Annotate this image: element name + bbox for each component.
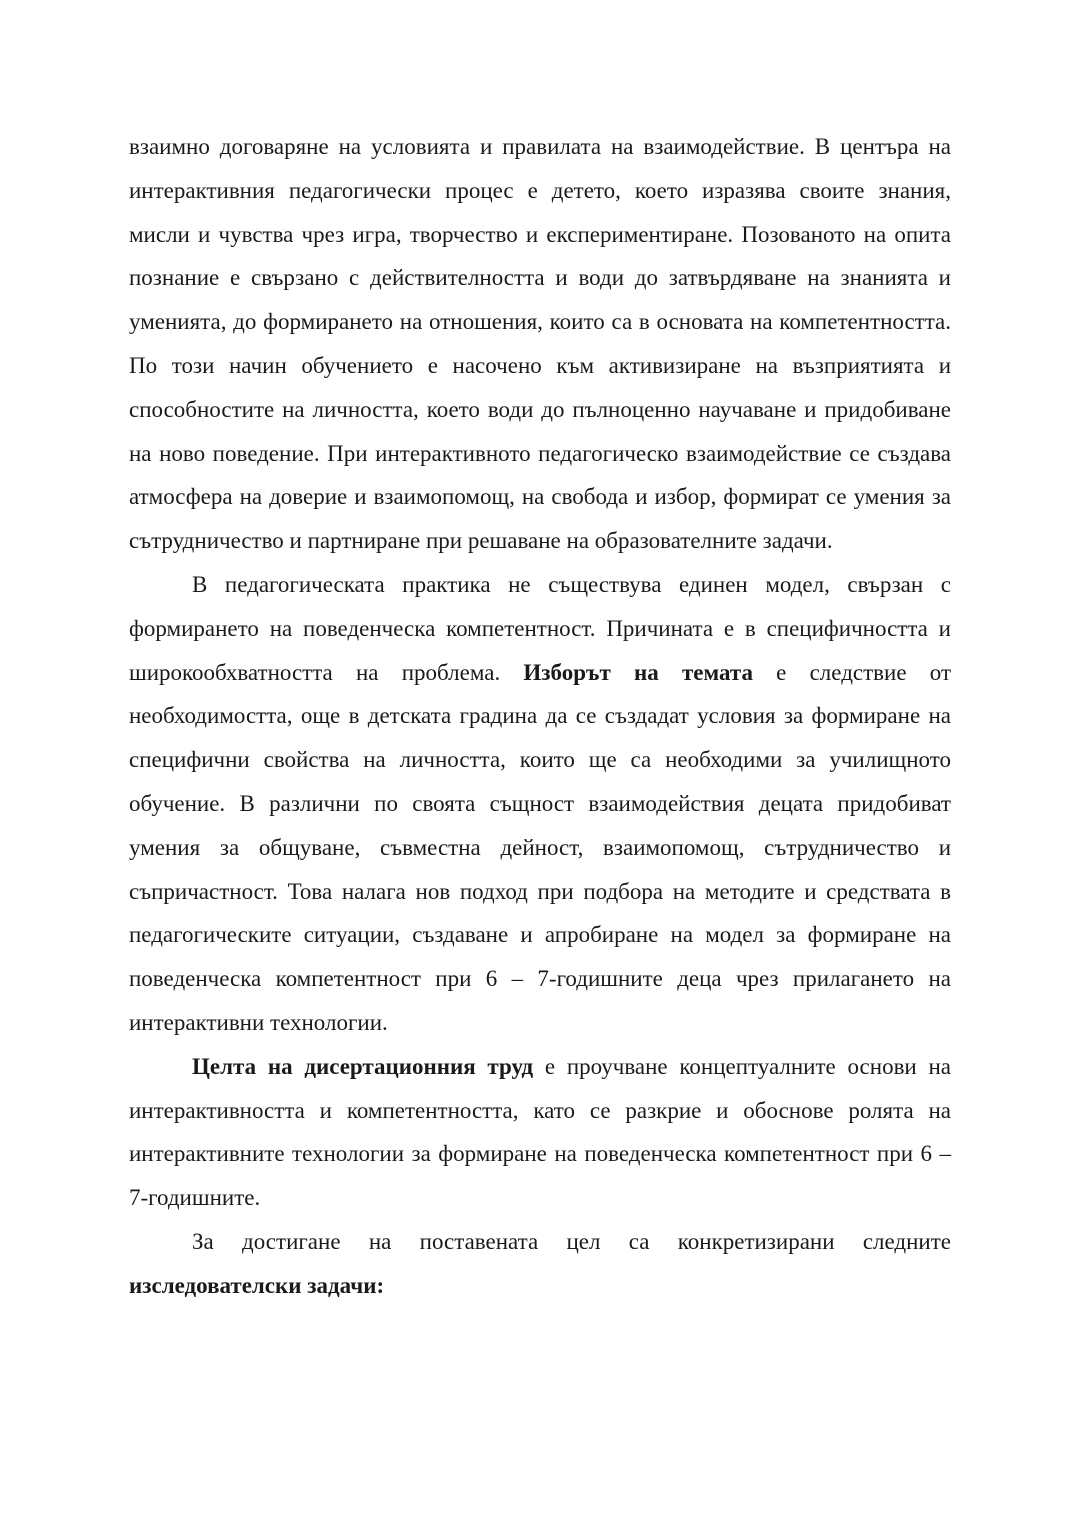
paragraph-3-text-after: е проучване концептуалните основи на интерактивността и компетентността, като се разкрие и обоснове ролята на интерактивните технологии за формиране на поведенческа компетентност при 6 – 7-годишните. xyxy=(129,1053,951,1211)
document-page xyxy=(129,125,951,1308)
paragraph-1-text: взаимно договаряне на условията и правилата на взаимодействие. В центъра на интерактивния педагогически процес е детето, което изразява своите знания, мисли и чувства чрез игра, творчество и експериментиране. Позованото на опита познание е свързано с действителността и води до затвърдяване на знанията и уменията, до формирането на отношения, които са в основата на компетентността. По този начин обучението е насочено към активизиране на възприятията и способностите на личността, което води до пълноценно научаване и придобиване на ново поведение. При интерактивното педагогическо взаимодействие се създава атмосфера на доверие и взаимопомощ, на свобода и избор, формират се умения за сътрудничество и партниране при решаване на образователните задачи. xyxy=(129,134,951,554)
dissertation-goal-bold: Целта на дисертационния труд xyxy=(192,1053,534,1079)
paragraph-3 xyxy=(129,1045,951,1220)
paragraph-4 xyxy=(129,1220,951,1308)
paragraph-2 xyxy=(129,563,951,1045)
topic-choice-bold: Изборът на темата xyxy=(523,659,753,685)
paragraph-4-text-before: За достигане на поставената цел са конкретизирани следните xyxy=(192,1228,951,1254)
paragraph-2-text-after: е следствие от необходимостта, още в детската градина да се създадат условия за формиране на специфични свойства на личността, които ще са необходими за училищното обучение. В различни по своята същност взаимодействия децата придобиват умения за общуване, съвместна дейност, взаимопомощ, сътрудничество и съпричастност. Това налага нов подход при подбора на методите и средствата в педагогическите ситуации, създаване и апробиране на модел за формиране на поведенческа компетентност при 6 – 7-годишните деца чрез прилагането на интерактивни технологии. xyxy=(129,659,951,1035)
paragraph-1 xyxy=(129,125,951,563)
research-tasks-bold: изследователски задачи: xyxy=(129,1272,385,1298)
paragraph-2-text-before: В педагогическата практика не съществува единен модел, свързан с формирането на поведенческа компетентност. Причината е в специфичността и широкообхватността на проблема. xyxy=(129,571,951,685)
